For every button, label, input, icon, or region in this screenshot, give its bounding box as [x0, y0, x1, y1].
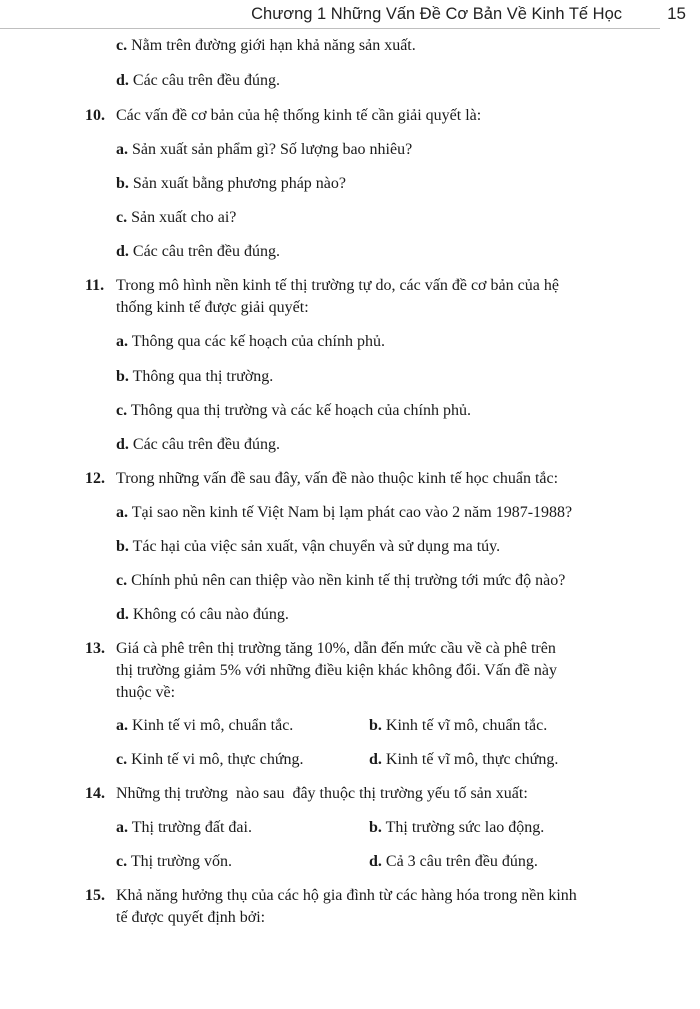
question-number: 13.	[85, 640, 105, 657]
header-rule	[0, 28, 660, 29]
question-text: Trong những vấn đề sau đây, vấn đề nào thuộc kinh tế học chuẩn tắc:	[116, 470, 559, 487]
question-number: 14.	[85, 785, 105, 802]
option-c: c. Kinh tế vi mô, thực chứng.	[116, 751, 304, 768]
option-a: a. Thị trường đất đai.	[116, 819, 252, 836]
option-b: b. Thông qua thị trường.	[116, 368, 274, 385]
option-c: c. Thị trường vốn.	[116, 853, 232, 870]
question-number: 10.	[85, 107, 105, 124]
question-text: Khả năng hưởng thụ của các hộ gia đình từ các hàng hóa trong nền kinh	[116, 887, 577, 904]
option-c: c. Nằm trên đường giới hạn khả năng sản xuất.	[116, 37, 416, 54]
question-number: 11.	[85, 277, 105, 294]
question-text: thống kinh tế được giải quyết:	[116, 299, 309, 316]
question-text: thị trường giảm 5% với những điều kiện khác không đổi. Vấn đề này	[116, 662, 558, 679]
option-c: c. Thông qua thị trường và các kế hoạch của chính phủ.	[116, 402, 471, 419]
option-d: d. Các câu trên đều đúng.	[116, 72, 280, 89]
option-b: b. Thị trường sức lao động.	[369, 819, 545, 836]
option-d: d. Các câu trên đều đúng.	[116, 436, 280, 453]
question-number: 15.	[85, 887, 105, 904]
option-d: d. Không có câu nào đúng.	[116, 606, 289, 623]
question-text: Các vấn đề cơ bản của hệ thống kinh tế cần giải quyết là:	[116, 107, 482, 124]
option-b: b. Tác hại của việc sản xuất, vận chuyển và sử dụng ma túy.	[116, 538, 501, 555]
option-a: a. Sản xuất sản phẩm gì? Số lượng bao nhiêu?	[116, 141, 413, 158]
option-b: b. Kinh tế vĩ mô, chuẩn tắc.	[369, 717, 548, 734]
page-number: 15	[667, 4, 686, 23]
question-text: tế được quyết định bởi:	[116, 909, 266, 926]
option-a: a. Thông qua các kế hoạch của chính phủ.	[116, 333, 385, 350]
option-c: c. Chính phủ nên can thiệp vào nền kinh tế thị trường tới mức độ nào?	[116, 572, 566, 589]
option-d: d. Cả 3 câu trên đều đúng.	[369, 853, 538, 870]
question-number: 12.	[85, 470, 105, 487]
running-header	[0, 0, 700, 34]
question-text: thuộc về:	[116, 684, 176, 701]
option-d: d. Kinh tế vĩ mô, thực chứng.	[369, 751, 559, 768]
chapter-title: Chương 1 Những Vấn Đề Cơ Bản Về Kinh Tế Học	[251, 5, 622, 23]
option-d: d. Các câu trên đều đúng.	[116, 243, 280, 260]
option-b: b. Sản xuất bằng phương pháp nào?	[116, 175, 346, 192]
question-text: Những thị trường nào sau đây thuộc thị trường yếu tố sản xuất:	[116, 785, 528, 802]
option-a: a. Tại sao nền kinh tế Việt Nam bị lạm phát cao vào 2 năm 1987-1988?	[116, 504, 573, 521]
question-text: Giá cà phê trên thị trường tăng 10%, dẫn đến mức cầu về cà phê trên	[116, 640, 556, 657]
option-c: c. Sản xuất cho ai?	[116, 209, 237, 226]
question-text: Trong mô hình nền kinh tế thị trường tự do, các vấn đề cơ bản của hệ	[116, 277, 559, 294]
option-a: a. Kinh tế vi mô, chuẩn tắc.	[116, 717, 294, 734]
